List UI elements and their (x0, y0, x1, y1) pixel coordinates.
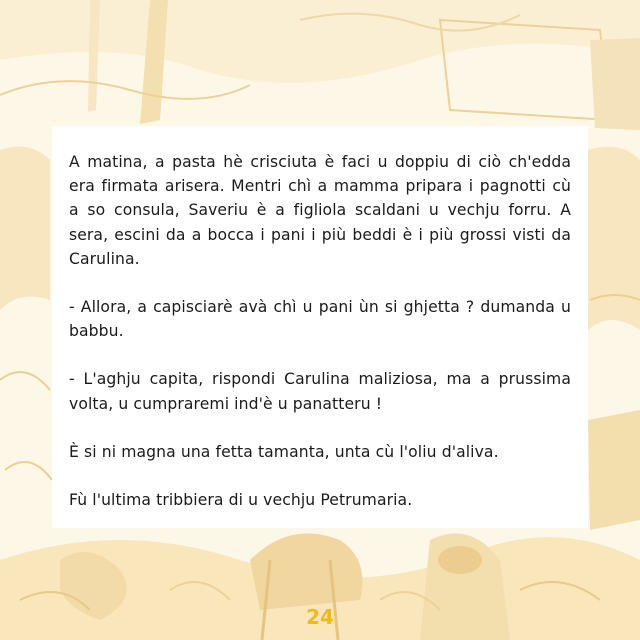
paragraph-3: - L'aghju capita, rispondi Carulina maliziosa, ma a prussima volta, u cumpraremi ind'è u panatteru ! (69, 370, 571, 413)
page-number: 24 (306, 605, 334, 629)
paragraph-1: A matina, a pasta hè crisciuta è faci u doppiu di ciò ch'edda era firmata arisera. Mentri chì a mamma pripara i pagnotti cù a so consula, Saveriu è a figliola scaldani u vechju forru. A sera, escini da a bocca i pani i più beddi è i più grossi visti da Carulina. (69, 153, 571, 268)
paragraph-5: Fù l'ultima tribbiera di u vechju Petrumaria. (69, 491, 413, 510)
text-panel (52, 126, 588, 528)
paragraph-4: È si ni magna una fetta tamanta, unta cù l'oliu d'aliva. (69, 442, 499, 461)
paragraph-2: - Allora, a capisciarè avà chì u pani ùn si ghjetta ? dumanda u babbu. (69, 298, 571, 341)
